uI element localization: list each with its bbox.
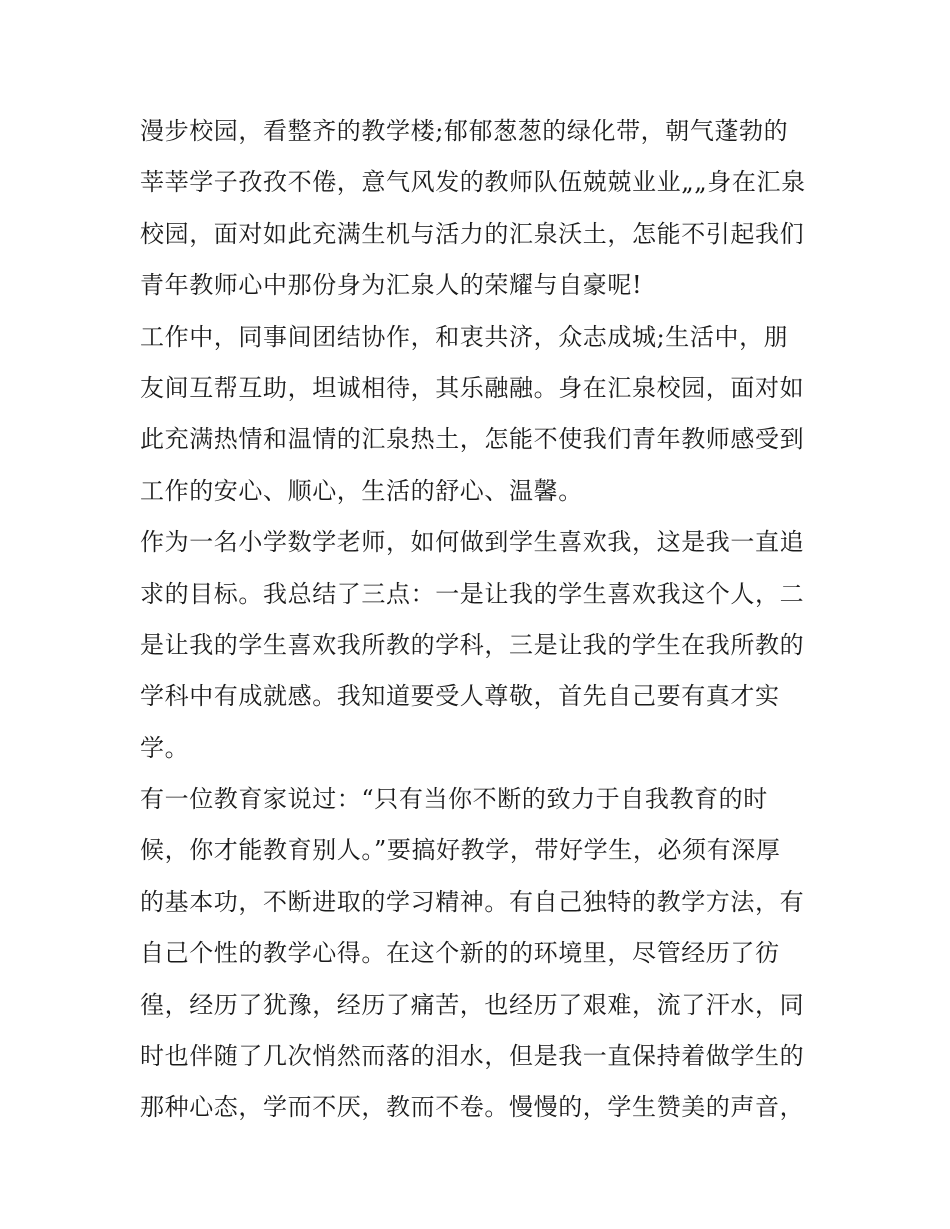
text-line: 是让我的学生喜欢我所教的学科，三是让我的学生在我所教的	[140, 630, 805, 659]
text-line: 友间互帮互助，坦诚相待，其乐融融。身在汇泉校园，面对如	[140, 373, 805, 402]
body-text	[140, 109, 820, 1137]
text-line: 学。	[140, 733, 190, 762]
text-line: 青年教师心中那份身为汇泉人的荣耀与自豪呢!	[140, 271, 643, 300]
text-line: 有一位教育家说过：“只有当你不断的致力于自我教育的时	[140, 785, 768, 814]
text-line: 时也伴随了几次悄然而落的泪水，但是我一直保持着做学生的	[140, 1042, 805, 1071]
text-line: 的基本功，不断进取的学习精神。有自己独特的教学方法，有	[140, 887, 805, 916]
text-line: 求的目标。我总结了三点：一是让我的学生喜欢我这个人，二	[140, 579, 805, 608]
text-line: 徨，经历了犹豫，经历了痛苦，也经历了艰难，流了汗水，同	[140, 990, 805, 1019]
text-line: 校园，面对如此充满生机与活力的汇泉沃土，怎能不引起我们	[140, 219, 805, 248]
text-line: 莘莘学子孜孜不倦，意气风发的教师队伍兢兢业业„„身在汇泉	[140, 168, 806, 197]
text-line: 候，你才能教育别人。”要搞好教学，带好学生，必须有深厚	[140, 836, 781, 865]
text-line: 学科中有成就感。我知道要受人尊敬，首先自己要有真才实	[140, 682, 780, 711]
text-line: 此充满热情和温情的汇泉热土，怎能不使我们青年教师感受到	[140, 425, 805, 454]
text-line: 漫步校园，看整齐的教学楼;郁郁葱葱的绿化带，朝气蓬勃的	[140, 117, 789, 145]
text-line: 工作中，同事间团结协作，和衷共济，众志成城;生活中，朋	[140, 322, 789, 351]
text-line: 工作的安心、顺心，生活的舒心、温馨。	[140, 476, 583, 505]
text-line: 作为一名小学数学老师，如何做到学生喜欢我，这是我一直追	[140, 528, 805, 557]
text-line: 那种心态，学而不厌，教而不卷。慢慢的，学生赞美的声音，	[140, 1093, 805, 1122]
text-line: 自己个性的教学心得。在这个新的的环境里，尽管经历了彷	[140, 939, 780, 968]
